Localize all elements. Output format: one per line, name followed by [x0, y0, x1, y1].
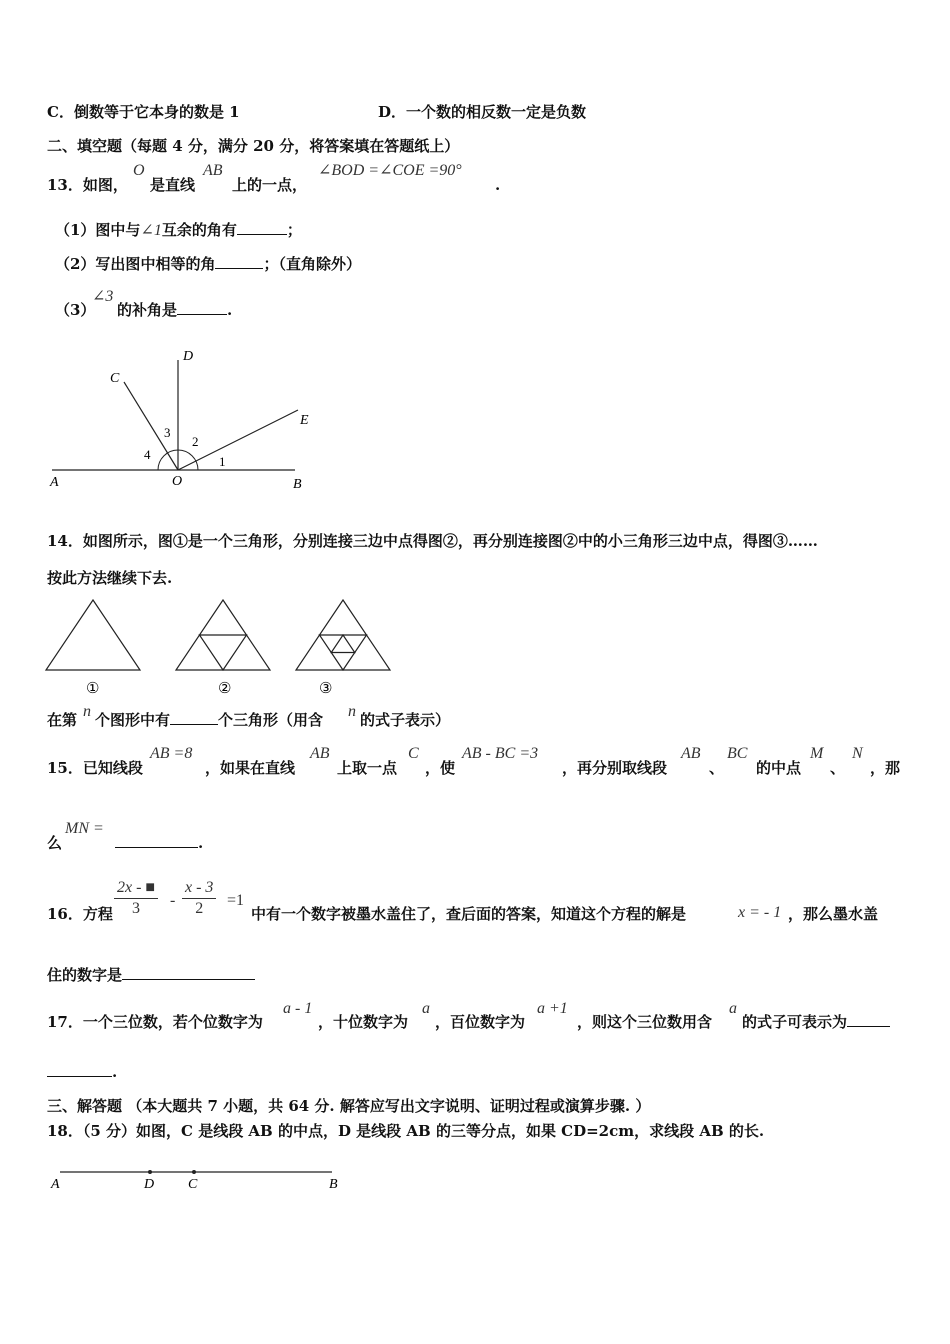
q16-numerator2: x - 3	[182, 878, 216, 899]
q17-units: a - 1	[283, 1000, 313, 1017]
fig-label-3: ③	[319, 681, 333, 697]
q14-blank[interactable]	[170, 724, 218, 725]
q15-bc: BC	[727, 745, 748, 762]
q15-sep2: 、	[830, 759, 846, 777]
q13-text-mid2: 上的一点，	[232, 176, 308, 194]
q16-solution: x = - 1	[738, 904, 782, 921]
q15-text3: ，使	[425, 759, 456, 777]
triangle-fig-1	[46, 600, 140, 670]
q13-angle3: ∠3	[92, 288, 114, 305]
q17-text2: ，百位数字为	[435, 1013, 526, 1031]
option-c: C．倒数等于它本身的数是 1	[47, 103, 240, 121]
q13-blank2[interactable]	[215, 268, 263, 269]
q15-point-c: C	[408, 745, 419, 762]
q14-ask-b: 个图形中有 个三角形（用含	[95, 711, 324, 729]
q15-text1: ，如果在直线	[205, 759, 296, 777]
q16-text1: 中有一个数字被墨水盖住了，查后面的答案，知道这个方程的解是	[251, 905, 687, 923]
q17-answer: .	[47, 1062, 117, 1082]
angle-label-1: 1	[219, 454, 226, 469]
q16-denominator1: 3	[132, 900, 141, 917]
fig-label-1: ①	[86, 681, 100, 697]
q15-text6: ，那	[870, 759, 901, 777]
q17-tens: a	[422, 1000, 430, 1017]
label-e: E	[300, 413, 309, 428]
q13-part2: （2）写出图中相等的角 ；（直角除外）	[55, 255, 361, 273]
q14-ask-a: 在第	[47, 711, 78, 729]
q16-fraction2	[182, 878, 216, 919]
label-c: C	[110, 371, 120, 386]
q16-fraction1	[114, 878, 158, 919]
q15-blank[interactable]	[115, 847, 198, 848]
label-a: A	[50, 475, 59, 490]
q15-text5: 的中点	[756, 759, 802, 777]
q13-blank1[interactable]	[237, 234, 287, 235]
q15-prefix: 15．已知线段	[47, 759, 143, 777]
q15-text7: 么	[47, 834, 63, 852]
q17-text4: 的式子可表示为	[742, 1012, 890, 1032]
q17-text1: ，十位数字为	[318, 1013, 409, 1031]
triangle-fig-3	[296, 600, 390, 670]
q16-text2: ，那么墨水盖	[788, 905, 879, 923]
angle-label-2: 2	[192, 434, 199, 449]
q15-ab2: AB	[681, 745, 701, 762]
q17-blank-1[interactable]	[847, 1026, 890, 1027]
q15-ab8: AB =8	[150, 745, 193, 762]
q13-part1: （1）图中与∠1互余的角有 ；	[55, 221, 302, 239]
q14-var-n2: n	[348, 703, 356, 720]
seg-label-c: C	[188, 1177, 198, 1192]
q18-text: 18．（5 分）如图，C 是线段 AB 的中点，D 是线段 AB 的三等分点，如果 CD=2cm，求线段 AB 的长.	[47, 1122, 765, 1140]
fig-label-2: ②	[218, 681, 232, 697]
q16-text3: 住的数字是	[47, 965, 255, 985]
q15-ab: AB	[310, 745, 330, 762]
q14-line2: 按此方法继续下去.	[47, 569, 173, 587]
option-d: D．一个数的相反数一定是负数	[378, 103, 587, 121]
q13-part3: 的补角是 .	[117, 301, 233, 319]
q15-condition: AB - BC =3	[462, 745, 539, 762]
q17-blank-2[interactable]	[47, 1076, 112, 1077]
section2-header: 二、填空题（每题 4 分，满分 20 分，将答案填在答题纸上）	[47, 137, 460, 155]
q16-blank[interactable]	[122, 979, 255, 980]
q17-hundreds: a +1	[537, 1000, 568, 1017]
q16-equals: =1	[227, 892, 245, 909]
q15-mn: MN =	[65, 820, 104, 837]
q13-blank3[interactable]	[177, 314, 227, 315]
q13-angle-figure	[40, 340, 340, 500]
q13-prefix: 13．如图，	[47, 176, 128, 194]
q16-minus: -	[170, 892, 176, 909]
triangle-fig-2	[176, 600, 270, 670]
q15-text4: ，再分别取线段	[562, 759, 668, 777]
point-d	[148, 1170, 152, 1174]
q15-text2: 上取一点	[337, 759, 398, 777]
q17-var-a: a	[729, 1000, 737, 1017]
q13-line-ab: AB	[203, 162, 223, 179]
q13-end: .	[495, 176, 501, 194]
q13-angle1: ∠1	[140, 222, 162, 239]
q13-point-o: O	[133, 162, 145, 179]
q13-condition: ∠BOD =∠COE =90°	[318, 162, 462, 179]
q14-var-n: n	[83, 703, 91, 720]
seg-label-d: D	[144, 1177, 155, 1192]
q17-text3: ，则这个三位数用含	[577, 1013, 713, 1031]
point-c	[192, 1170, 196, 1174]
q14-line1: 14．如图所示，图①是一个三角形，分别连接三边中点得图②，再分别连接图②中的小三角形三边中点，得图③……	[47, 532, 818, 550]
q14-ask-d: 的式子表示）	[360, 711, 451, 729]
angle-label-3: 3	[164, 425, 171, 440]
label-o: O	[172, 474, 183, 489]
q18-segment-figure	[45, 1160, 355, 1200]
q15-answer: .	[115, 833, 203, 853]
q14-triangle-figures	[40, 595, 400, 700]
seg-label-b: B	[329, 1177, 338, 1192]
q15-point-n: N	[852, 745, 863, 762]
q17-prefix: 17．一个三位数，若个位数字为	[47, 1013, 263, 1031]
q15-sep: 、	[709, 759, 725, 777]
q13-text-mid: 是直线	[150, 176, 196, 194]
q16-prefix: 16．方程	[47, 905, 113, 923]
label-b: B	[293, 477, 302, 492]
section3-header: 三、解答题 （本大题共 7 小题，共 64 分. 解答应写出文字说明、证明过程或演算步骤. ）	[47, 1097, 651, 1115]
angle-label-4: 4	[144, 447, 151, 462]
q13-part3-prefix: （3）	[55, 301, 96, 319]
seg-label-a: A	[51, 1177, 60, 1192]
q16-numerator1: 2x - ■	[114, 878, 158, 899]
q16-denominator2: 2	[195, 900, 204, 917]
q15-point-m: M	[810, 745, 824, 762]
label-d: D	[183, 349, 194, 364]
